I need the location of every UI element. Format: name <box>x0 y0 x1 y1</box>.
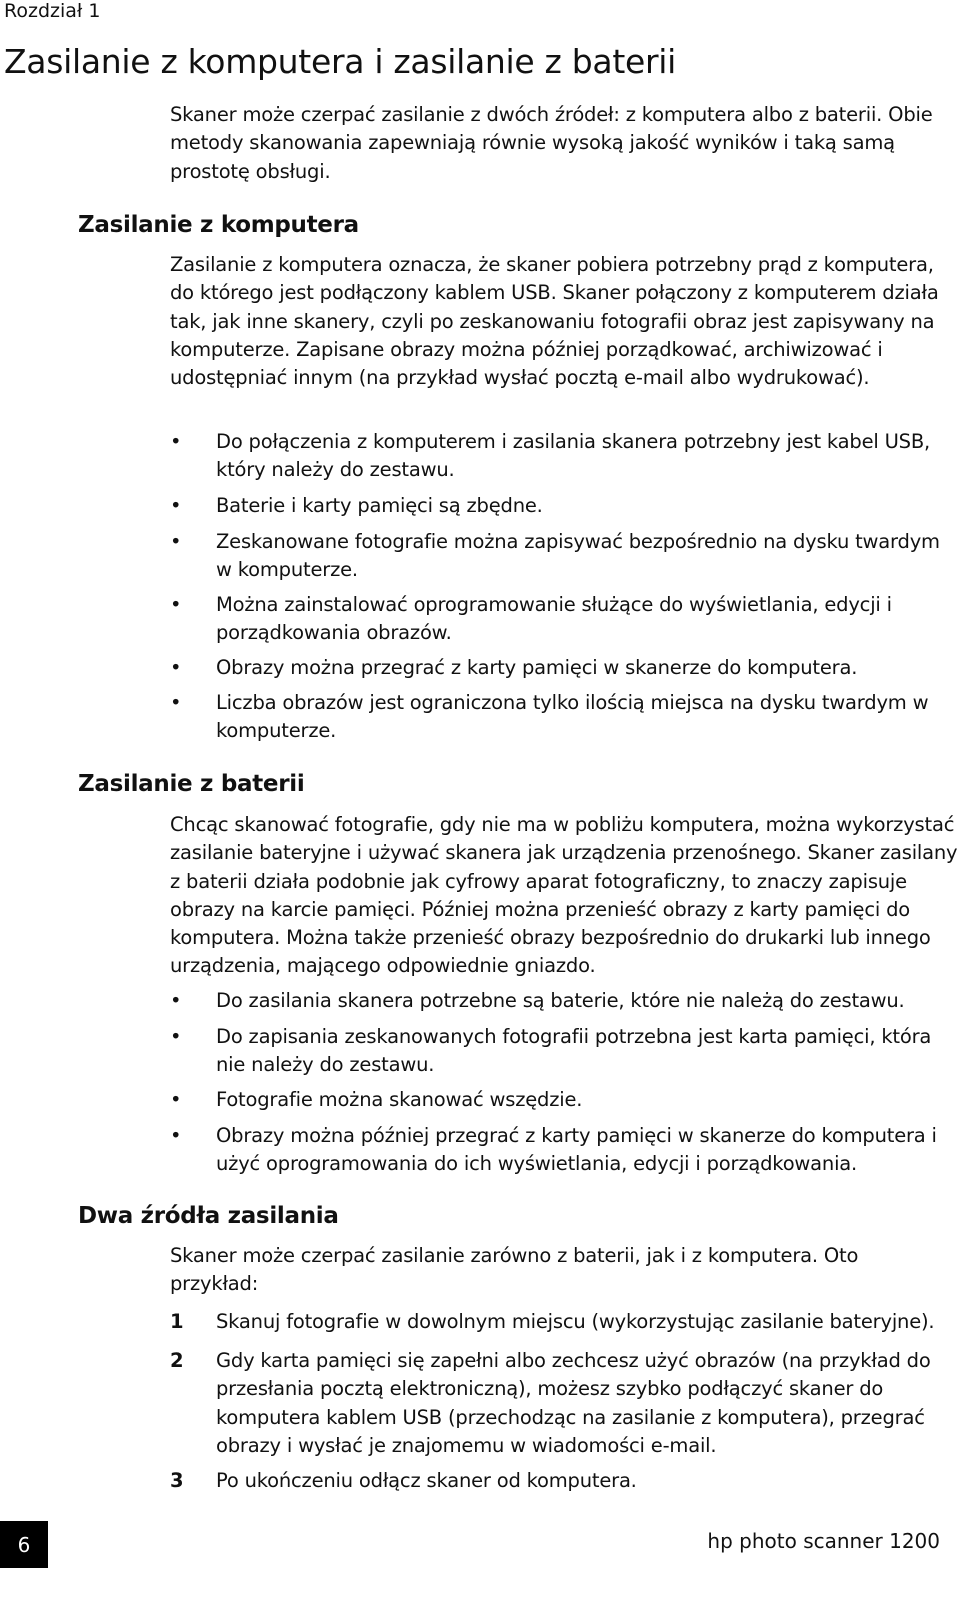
bullet-mark: • <box>170 691 182 714</box>
list-item <box>170 1023 960 1080</box>
list-item <box>170 1086 960 1114</box>
bullet-mark: • <box>170 494 182 517</box>
bullet-mark: • <box>170 430 182 453</box>
list-item-text: Do połączenia z komputerem i zasilania skanera potrzebny jest kabel USB, który należy do zestawu. <box>216 430 931 482</box>
bullet-mark: • <box>170 530 182 553</box>
list-item-text: Zeskanowane fotografie można zapisywać bezpośrednio na dysku twardym w komputerze. <box>216 530 940 582</box>
list-item-text: Do zasilania skanera potrzebne są baterie, które nie należą do zestawu. <box>216 989 905 1012</box>
list-item <box>170 987 960 1015</box>
page-number-badge <box>0 1521 48 1568</box>
list-item-text: Obrazy można później przegrać z karty pamięci w skanerze do komputera i użyć oprogramowania do ich wyświetlania, edycji i porządkowania. <box>216 1124 937 1176</box>
bullet-mark: • <box>170 593 182 616</box>
list-item <box>170 689 960 746</box>
list-item <box>170 591 960 648</box>
numbered-step <box>170 1347 960 1460</box>
numbered-step <box>170 1308 960 1336</box>
list-item <box>170 528 960 585</box>
page-number: 6 <box>17 1532 31 1557</box>
intro-paragraph: Skaner może czerpać zasilanie z dwóch źródeł: z komputera albo z baterii. Obie metody skanowania zapewniają równie wysoką jakość wyników i taką samą prostotę obsługi. <box>170 103 933 183</box>
step-number: 3 <box>170 1469 184 1492</box>
list-item <box>170 492 960 520</box>
bullet-mark: • <box>170 656 182 679</box>
list-item-text: Baterie i karty pamięci są zbędne. <box>216 494 543 517</box>
page-title: Zasilanie z komputera i zasilanie z baterii <box>4 42 676 81</box>
bullet-mark: • <box>170 1124 182 1147</box>
list-item-text: Można zainstalować oprogramowanie służące do wyświetlania, edycji i porządkowania obrazów. <box>216 593 892 645</box>
section-heading-battery-power: Zasilanie z baterii <box>78 771 305 797</box>
numbered-step <box>170 1467 960 1495</box>
step-text: Po ukończeniu odłącz skaner od komputera. <box>216 1469 637 1492</box>
section-heading-computer-power: Zasilanie z komputera <box>78 212 359 238</box>
bullet-mark: • <box>170 989 182 1012</box>
step-number: 2 <box>170 1349 184 1372</box>
step-text: Gdy karta pamięci się zapełni albo zechcesz użyć obrazów (na przykład do przesłania pocztą elektroniczną), możesz szybko podłączyć skaner do komputera kablem USB (przechodząc na zasilanie z komputera), przegrać obrazy i wysłać je znajomemu w wiadomości e-mail. <box>216 1349 931 1457</box>
list-item-text: Fotografie można skanować wszędzie. <box>216 1088 583 1111</box>
list-item-text: Do zapisania zeskanowanych fotografii potrzebna jest karta pamięci, która nie należy do zestawu. <box>216 1025 932 1077</box>
battery-power-paragraph: Chcąc skanować fotografie, gdy nie ma w pobliżu komputera, można wykorzystać zasilanie bateryjne i używać skanera jak urządzenia przenośnego. Skaner zasilany z baterii działa podobnie jak cyfrowy aparat fotograficzny, to znaczy zapisuje obrazy na karcie pamięci. Później można przenieść obrazy z karty pamięci do komputera. Można także przenieść obrazy bezpośrednio do drukarki lub innego urządzenia, mającego odpowiednie gniazdo. <box>170 813 958 978</box>
bullet-mark: • <box>170 1088 182 1111</box>
section-heading-dual-power: Dwa źródła zasilania <box>78 1203 339 1229</box>
step-text: Skanuj fotografie w dowolnym miejscu (wykorzystując zasilanie bateryjne). <box>216 1310 935 1333</box>
dual-power-paragraph: Skaner może czerpać zasilanie zarówno z baterii, jak i z komputera. Oto przykład: <box>170 1244 859 1296</box>
footer-product-name: hp photo scanner 1200 <box>707 1529 940 1553</box>
list-item <box>170 654 960 682</box>
bullet-mark: • <box>170 1025 182 1048</box>
computer-power-paragraph: Zasilanie z komputera oznacza, że skaner pobiera potrzebny prąd z komputera, do którego jest podłączony kablem USB. Skaner połączony z komputerem działa tak, jak inne skanery, czyli po zeskanowaniu fotografii obraz jest zapisywany na komputerze. Zapisane obrazy można później porządkować, archiwizować i udostępniać innym (na przykład wysłać pocztą e-mail albo wydrukować). <box>170 253 939 390</box>
step-number: 1 <box>170 1310 184 1333</box>
list-item-text: Liczba obrazów jest ograniczona tylko ilością miejsca na dysku twardym w komputerze. <box>216 691 929 743</box>
chapter-label: Rozdział 1 <box>4 0 101 22</box>
list-item-text: Obrazy można przegrać z karty pamięci w skanerze do komputera. <box>216 656 858 679</box>
list-item <box>170 428 960 485</box>
list-item <box>170 1122 960 1179</box>
